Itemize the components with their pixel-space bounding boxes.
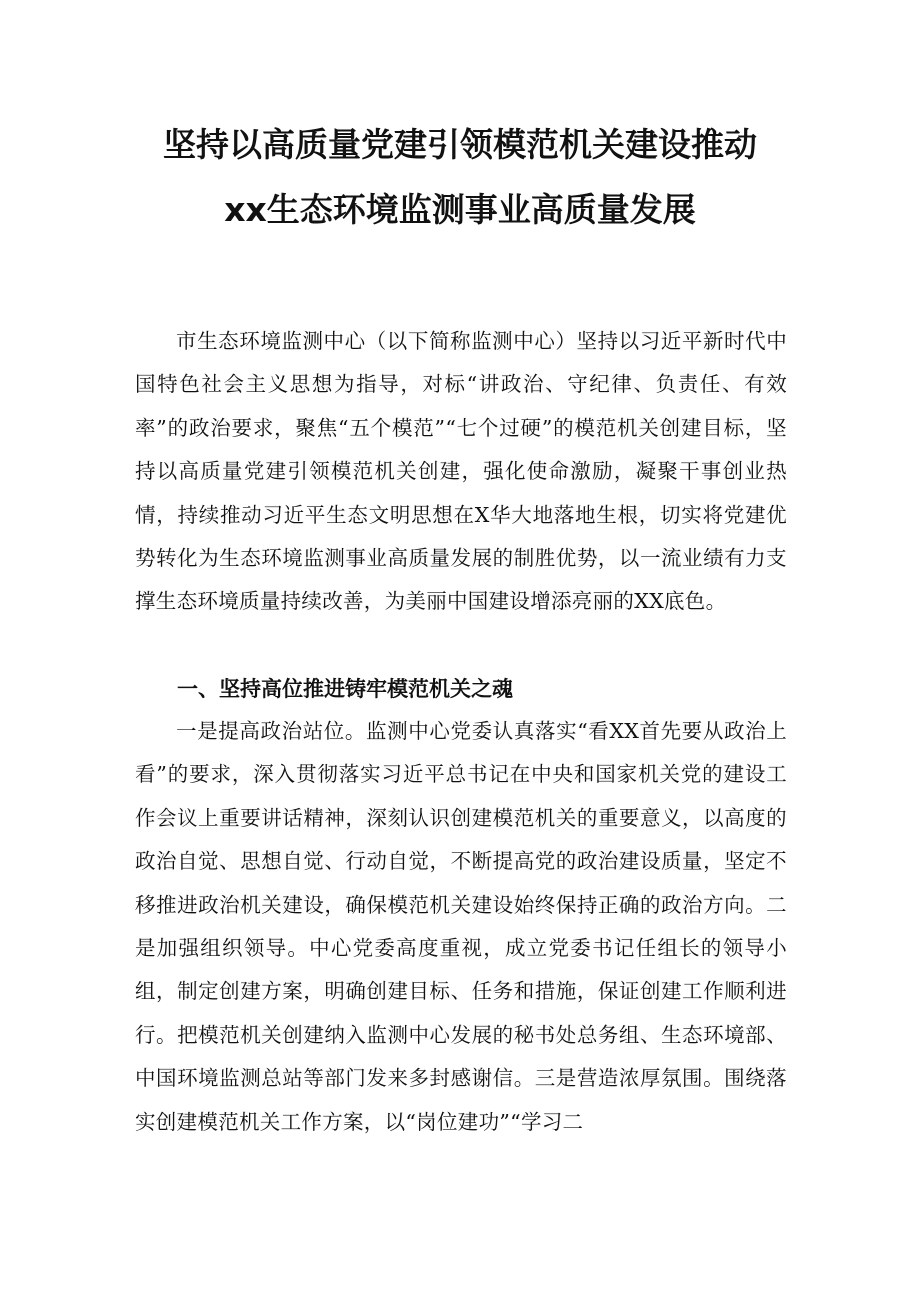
intro-paragraph: 市生态环境监测中心（以下简称监测中心）坚持以习近平新时代中国特色社会主义思想为指导，对标“讲政治、守纪律、负责任、有效率”的政治要求，聚焦“五个模范”“七个过硬”的模范机关创建目标，坚持以高质量党建引领模范机关创建，强化使命激励，凝聚干事创业热情，持续推动习近平生态文明思想在X华大地落地生根，切实将党建优势转化为生态环境监测事业高质量发展的制胜优势，以一流业绩有力支撑生态环境质量持续改善，为美丽中国建设增添亮丽的XX底色。 [135, 329, 787, 614]
document-title-line-2: xx生态环境监测事业高质量发展 [224, 190, 696, 229]
section-1-heading: 一、坚持高位推进铸牢模范机关之魂 [177, 677, 513, 701]
section-1-paragraph: 一是提高政治站位。监测中心党委认真落实“看XX首先要从政治上看”的要求，深入贯彻落实习近平总书记在中央和国家机关党的建设工作会议上重要讲话精神，深刻认识创建模范机关的重要意义，以高度的政治自觉、思想自觉、行动自觉，不断提高党的政治建设质量，坚定不移推进政治机关建设，确保模范机关建设始终保持正确的政治方向。二是加强组织领导。中心党委高度重视，成立党委书记任组长的领导小组，制定创建方案，明确创建目标、任务和措施，保证创建工作顺利进行。把模范机关创建纳入监测中心发展的秘书处总务组、生态环境部、中国环境监测总站等部门发来多封感谢信。三是营造浓厚氛围。围绕落实创建模范机关工作方案，以“岗位建功”“学习二 [135, 719, 787, 1134]
document-title-line-1: 坚持以高质量党建引领模范机关建设推动 [163, 125, 757, 164]
